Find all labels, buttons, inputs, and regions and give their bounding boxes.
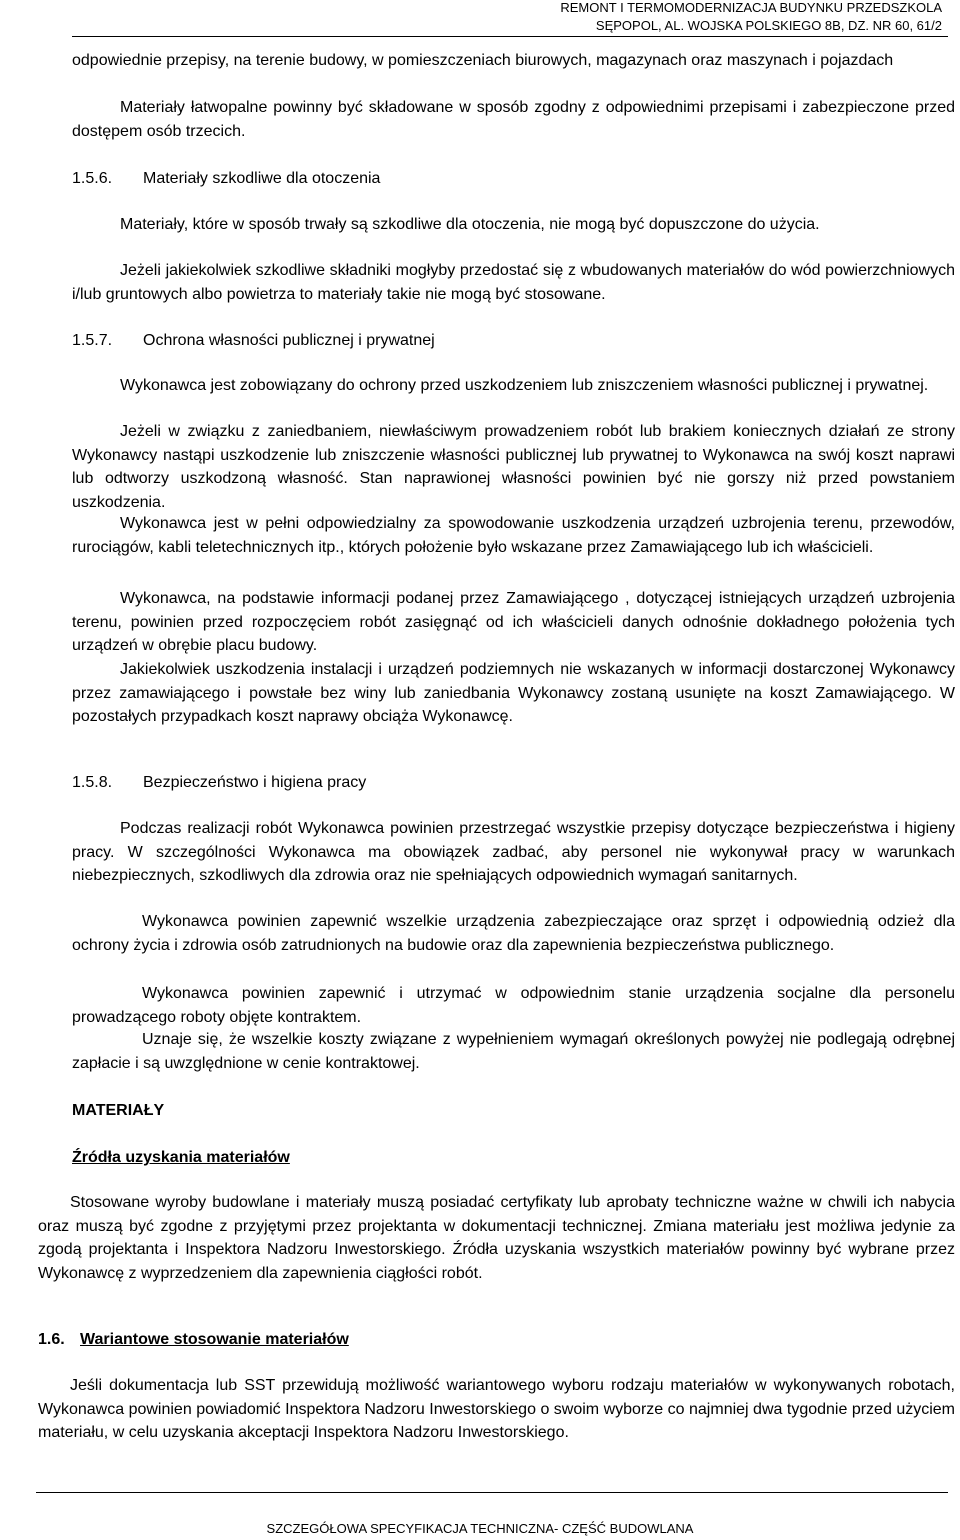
section-title: Bezpieczeństwo i higiena pracy	[143, 774, 367, 791]
materialy-subheading: Źródła uzyskania materiałów	[72, 1149, 290, 1166]
section-title: Ochrona własności publicznej i prywatnej	[143, 332, 435, 349]
s157-paragraph-4: Wykonawca, na podstawie informacji podanej przez Zamawiającego , dotyczącej istniejących urządzeń uzbrojenia terenu, powinien przed rozpoczęciem robót zasięgnąć od ich właścicieli danych odnośnie dokładnego położenia tych urządzeń w obrębie placu budowy.	[72, 590, 955, 654]
s157-paragraph-2: Jeżeli w związku z zaniedbaniem, niewłaściwym prowadzeniem robót lub brakiem koniecznych działań ze strony Wykonawcy nastąpi uszkodzenie lub zniszczenie własności publicznej lub prywatnej to Wykonawca na swój koszt naprawi lub odtworzy uszkodzoną własność. Stan naprawionej własności powinien być nie gorszy niż przed powstaniem uszkodzenia.	[72, 423, 955, 511]
section-heading-1-6	[38, 1328, 349, 1351]
s157-paragraph-5: Jakiekolwiek uszkodzenia instalacji i urządzeń podziemnych nie wskazanych w informacji dostarczonej Wykonawcy przez zamawiającego i powstałe bez winy lub zaniedbania Wykonawcy zostaną usunięte na koszt Zamawiającego. W pozostałych przypadkach koszt naprawy obciąża Wykonawcę.	[72, 661, 955, 725]
section-number: 1.5.7.	[72, 332, 113, 349]
s157-paragraph-3: Wykonawca jest w pełni odpowiedzialny za spowodowanie uszkodzenia urządzeń uzbrojenia terenu, przewodów, rurociągów, kabli teletechnicznych itp., których położenie było wskazane przez Zamawiającego lub ich właścicieli.	[72, 515, 955, 556]
header-divider	[72, 36, 948, 37]
s156-paragraph-2: Jeżeli jakiekolwiek szkodliwe składniki mogłyby przedostać się z wbudowanych materiałów do wód powierzchniowych i/lub gruntowych albo powietrza to materiały takie nie mogą być stosowane.	[72, 262, 955, 303]
materialy-paragraph-1: Stosowane wyroby budowlane i materiały muszą posiadać certyfikaty lub aprobaty techniczne ważne w chwili ich nabycia oraz muszą być zgodne z przyjętymi przez projektanta w dokumentacji technicznej. Zmiana materiału jest możliwa jedynie za zgodą projektanta i Inspektora Nadzoru Inwestorskiego. Źródła uzyskania wszystkich materiałów powinny być wybrane przez Wykonawcę z wyprzedzeniem dla zapewnienia ciągłości robót.	[38, 1194, 955, 1282]
section-heading-1-5-7	[72, 329, 435, 352]
s156-paragraph-1: Materiały, które w sposób trwały są szkodliwe dla otoczenia, nie mogą być dopuszczone do użycia.	[120, 216, 820, 233]
s157-paragraph-1: Wykonawca jest zobowiązany do ochrony przed uszkodzeniem lub zniszczeniem własności publicznej i prywatnej.	[120, 377, 929, 394]
intro-paragraph-2: Materiały łatwopalne powinny być składowane w sposób zgodny z odpowiednimi przepisami i zabezpieczone przed dostępem osób trzecich.	[72, 99, 955, 140]
section-number: 1.5.6.	[72, 170, 113, 187]
header-line-1: REMONT I TERMOMODERNIZACJA BUDYNKU PRZEDSZKOLA	[560, 0, 942, 15]
s158-paragraph-1: Podczas realizacji robót Wykonawca powinien przestrzegać wszystkie przepisy dotyczące bezpieczeństwa i higieny pracy. W szczególności Wykonawca ma obowiązek zadbać, aby personel nie wykonywał pracy w warunkach niebezpiecznych, szkodliwych dla zdrowia oraz nie spełniających odpowiednich wymagań sanitarnych.	[72, 820, 955, 884]
section-title: Materiały szkodliwe dla otoczenia	[143, 170, 381, 187]
intro-paragraph-1: odpowiednie przepisy, na terenie budowy, w pomieszczeniach biurowych, magazynach oraz maszynach i pojazdach	[72, 52, 894, 69]
s158-paragraph-4: Uznaje się, że wszelkie koszty związane z wypełnieniem wymagań określonych powyżej nie podlegają odrębnej zapłacie i są uwzględnione w cenie kontraktowej.	[72, 1031, 955, 1072]
materialy-heading: MATERIAŁY	[72, 1102, 165, 1119]
footer-divider	[36, 1492, 948, 1493]
section-heading-1-5-6	[72, 167, 380, 190]
s158-paragraph-3: Wykonawca powinien zapewnić i utrzymać w odpowiednim stanie urządzenia socjalne dla personelu prowadzącego roboty objęte kontraktem.	[72, 985, 955, 1026]
s16-paragraph-1: Jeśli dokumentacja lub SST przewidują możliwość wariantowego wyboru rodzaju materiałów w wykonywanych robotach, Wykonawca powinien powiadomić Inspektora Nadzoru Inwestorskiego o swoim wyborze co najmniej dwa tygodnie przed użyciem materiału, w celu uzyskania akceptacji Inspektora Nadzoru Inwestorskiego.	[38, 1377, 955, 1441]
section-number: 1.5.8.	[72, 774, 113, 791]
footer-text: SZCZEGÓŁOWA SPECYFIKACJA TECHNICZNA- CZĘŚĆ BUDOWLANA	[266, 1521, 694, 1536]
section-heading-1-5-8	[72, 771, 366, 794]
section-title: Wariantowe stosowanie materiałów	[80, 1331, 349, 1348]
section-number: 1.6.	[38, 1331, 65, 1348]
s158-paragraph-2: Wykonawca powinien zapewnić wszelkie urządzenia zabezpieczające oraz sprzęt i odpowiednią odzież dla ochrony życia i zdrowia osób zatrudnionych na budowie oraz dla zapewnienia bezpieczeństwa publicznego.	[72, 913, 955, 954]
header-line-2: SĘPOPOL, AL. WOJSKA POLSKIEGO 8B, DZ. NR 60, 61/2	[595, 18, 942, 33]
